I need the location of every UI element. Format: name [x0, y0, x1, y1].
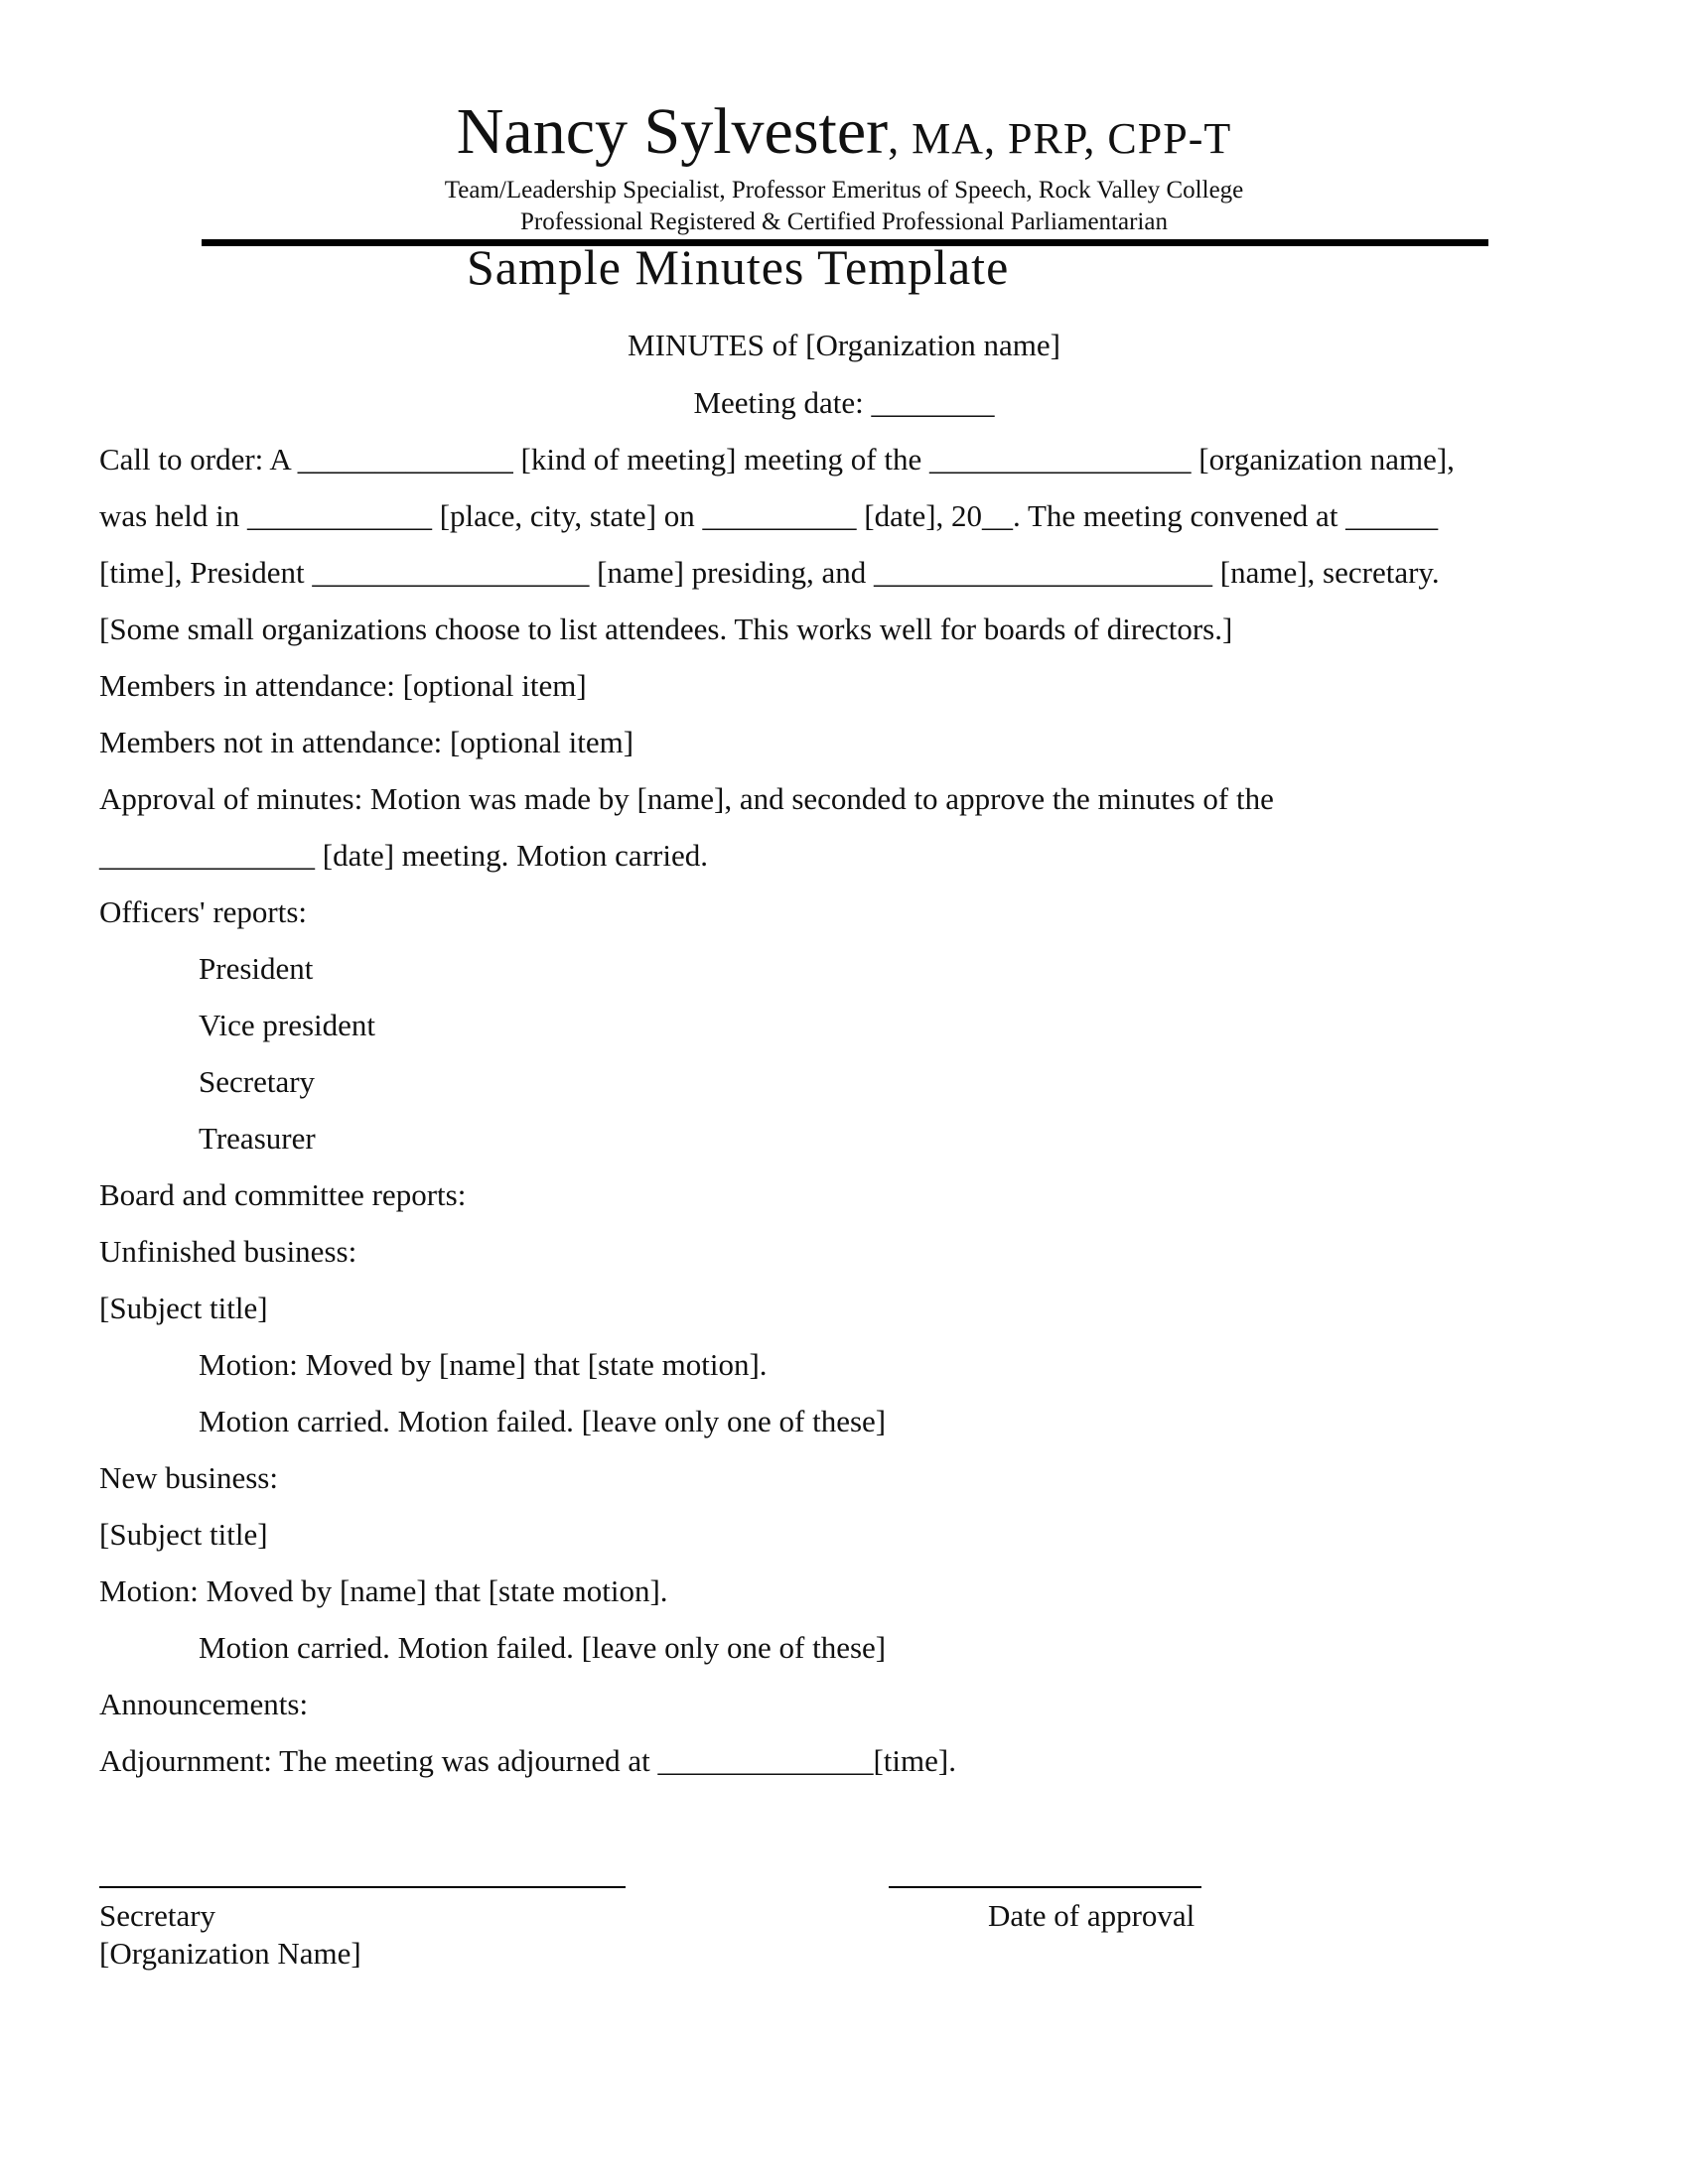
adjournment-line: Adjournment: The meeting was adjourned at ______________[time]. [99, 1743, 956, 1778]
new-business-motion: Motion: Moved by [name] that [state motion]. [99, 1573, 668, 1608]
author-name: Nancy Sylvester [456, 95, 889, 168]
unfinished-subject-title: [Subject title] [99, 1291, 268, 1325]
secretary-label: Secretary [99, 1898, 216, 1933]
date-of-approval-line [889, 1886, 1201, 1888]
officer-vice-president: Vice president [199, 1008, 376, 1042]
author-credentials: , MA, PRP, CPP-T [888, 114, 1232, 163]
officers-reports-heading: Officers' reports: [99, 894, 308, 929]
author-subtitle-2: Professional Registered & Certified Professional Parliamentarian [520, 208, 1168, 235]
minutes-of-heading: MINUTES of [Organization name] [628, 328, 1060, 362]
new-business-motion-result: Motion carried. Motion failed. [leave only one of these] [199, 1630, 887, 1665]
members-in-attendance: Members in attendance: [optional item] [99, 668, 587, 703]
approval-of-minutes-line-1: Approval of minutes: Motion was made by [name], and seconded to approve the minutes of the [99, 781, 1274, 816]
unfinished-motion: Motion: Moved by [name] that [state motion]. [199, 1347, 768, 1382]
new-business-subject-title: [Subject title] [99, 1517, 268, 1552]
call-to-order-line-3: [time], President __________________ [name] presiding, and ______________________ [name], secretary. [99, 555, 1440, 590]
author-subtitle-1: Team/Leadership Specialist, Professor Emeritus of Speech, Rock Valley College [444, 177, 1244, 204]
new-business-heading: New business: [99, 1460, 278, 1495]
attendees-note: [Some small organizations choose to list attendees. This works well for boards of directors.] [99, 612, 1233, 646]
author-heading [0, 95, 1688, 168]
unfinished-business-heading: Unfinished business: [99, 1234, 357, 1269]
officer-treasurer: Treasurer [199, 1121, 316, 1156]
document-title: Sample Minutes Template [467, 239, 1010, 295]
board-committee-reports-heading: Board and committee reports: [99, 1177, 467, 1212]
call-to-order-line-2: was held in ____________ [place, city, state] on __________ [date], 20__. The meeting convened at ______ [99, 498, 1439, 533]
unfinished-motion-result: Motion carried. Motion failed. [leave only one of these] [199, 1404, 887, 1438]
officer-secretary: Secretary [199, 1064, 316, 1099]
approval-of-minutes-line-2: ______________ [date] meeting. Motion carried. [99, 838, 708, 873]
announcements-heading: Announcements: [99, 1687, 309, 1721]
officer-president: President [199, 951, 314, 986]
organization-name-label: [Organization Name] [99, 1936, 361, 1971]
date-of-approval-label: Date of approval [988, 1898, 1196, 1933]
secretary-signature-line [99, 1886, 626, 1888]
meeting-date-line: Meeting date: ________ [693, 385, 995, 420]
members-not-in-attendance: Members not in attendance: [optional item] [99, 725, 634, 759]
call-to-order-line-1: Call to order: A ______________ [kind of meeting] meeting of the _________________ [organization name], [99, 442, 1455, 477]
